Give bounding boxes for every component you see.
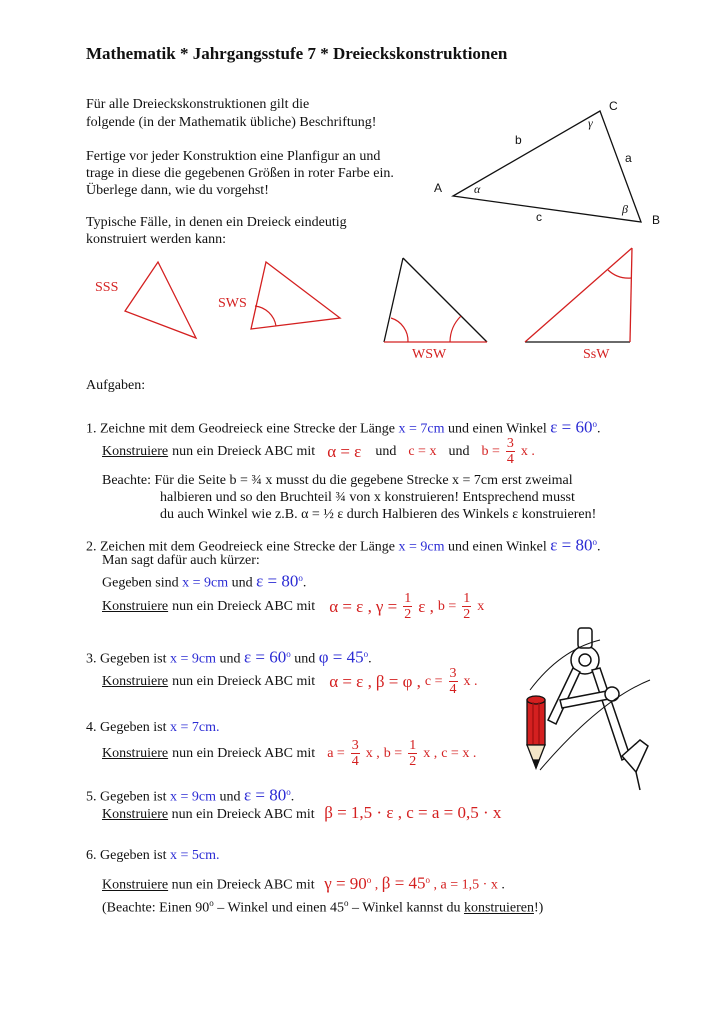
task-4-m3: c = x .: [441, 746, 477, 761]
task-2-gx: x = 9cm: [182, 575, 229, 591]
vertex-label-b: B: [652, 213, 661, 227]
task-4-konstruiere: Konstruiere: [102, 746, 169, 761]
case-label-ssw: SsW: [583, 347, 610, 362]
task-6-note-deg1: o: [209, 898, 214, 908]
task-6-note-deg2: o: [344, 898, 349, 908]
task-6-end: .: [501, 877, 505, 893]
task-4-m2a: b =: [383, 746, 403, 761]
task-2-text: Zeichen mit dem Geodreieck eine Strecke der Länge: [100, 539, 396, 555]
tasks-heading: Aufgaben:: [86, 378, 146, 393]
task-3-fraction: $\frac{3}{4}$: [449, 666, 457, 697]
task-6-line-2: Konstruiere nun ein Dreieck ABC mit $\gamma = 90^o$ , $\beta = 45^o$ , a = 1,5 · x .: [102, 873, 505, 893]
intro-line-1: Für alle Dreieckskonstruktionen gilt die: [86, 97, 310, 112]
task-1-und2: und: [448, 444, 470, 459]
task-5-text: Gegeben ist: [100, 789, 167, 805]
task-2-fraction-b: $\frac{1}{2}$: [463, 591, 471, 622]
task-6-m2: β = 45: [381, 873, 426, 893]
task-4-m1a: a =: [327, 746, 345, 761]
task-1-note-2: halbieren und so den Bruchteil ¾ von x konstruieren! Entsprechend musst: [160, 490, 575, 505]
task-2-x: x = 9cm: [398, 539, 445, 555]
ssw-side-right: [630, 248, 632, 342]
task-6-m3: a = 1,5 · x: [440, 877, 498, 893]
task-2-geps: ε = 80: [256, 571, 299, 591]
intro-line-7: konstruiert werden kann:: [86, 232, 226, 247]
task-3-und2: und: [294, 651, 316, 667]
task-2-gend: .: [302, 575, 307, 591]
side-label-a: a: [625, 151, 632, 165]
wsw-angle-right: [450, 316, 461, 342]
task-1-eps: ε = 60: [550, 417, 593, 437]
wsw-angle-left: [391, 318, 408, 342]
task-2-line-3: [102, 570, 306, 592]
task-2-line-4: [102, 591, 484, 622]
task-2-given: Gegeben sind: [102, 575, 179, 591]
task-3-deg2: o: [363, 649, 369, 659]
task-4-text: Gegeben ist: [100, 720, 167, 735]
task-2-gdeg: o: [298, 573, 303, 583]
task-3-m3b: x .: [463, 674, 478, 689]
vertex-label-a: A: [434, 181, 443, 195]
task-1-deg: o: [592, 419, 597, 429]
task-5-eps: ε = 80: [243, 785, 287, 805]
task-4-rest: nun ein Dreieck ABC mit: [172, 746, 316, 761]
task-4-number: 4.: [86, 720, 97, 735]
task-6-note-a: (Beachte: Einen 90: [102, 900, 210, 916]
side-label-b: b: [515, 133, 522, 147]
task-6-text: Gegeben ist: [100, 848, 167, 863]
task-6-rest: nun ein Dreieck ABC mit: [171, 877, 315, 893]
task-3-rest: nun ein Dreieck ABC mit: [172, 674, 316, 689]
ssw-angle-arc: [608, 270, 631, 278]
task-4-x: x = 7cm.: [169, 720, 220, 735]
task-1-line-1: [86, 416, 600, 438]
task-4-line-2: [102, 738, 476, 769]
task-1-m1: α = ε: [327, 442, 362, 461]
task-1-end: .: [596, 421, 601, 437]
task-3-und1: und: [219, 651, 241, 667]
task-2-mid: und einen Winkel: [448, 539, 547, 555]
task-1-text: Zeichne mit dem Geodreieck eine Strecke der Länge: [100, 421, 396, 437]
task-3-m2: β = φ ,: [375, 672, 421, 691]
task-5-number: 5.: [86, 789, 97, 805]
task-2-konstruiere: Konstruiere: [102, 599, 169, 614]
task-6-note-b: – Winkel und einen 45: [217, 900, 345, 916]
case-label-wsw: WSW: [412, 347, 447, 362]
task-6-line-1: [86, 847, 219, 864]
task-1-fraction: $\frac{3}{4}$: [506, 436, 514, 467]
task-2-m3a: b =: [437, 599, 457, 614]
task-3-line-2: [102, 666, 478, 697]
task-6-x: x = 5cm.: [169, 848, 220, 863]
reference-triangle: [453, 111, 641, 222]
task-6-konstruiere: Konstruiere: [102, 877, 169, 893]
task-1-konstruiere: Konstruiere: [102, 444, 169, 459]
task-3-eps: ε = 60: [243, 647, 287, 667]
sws-triangle: [251, 262, 340, 329]
task-1-x: x = 7cm: [398, 421, 445, 437]
task-6-note-end: !): [533, 900, 544, 916]
sss-triangle: [125, 262, 196, 338]
task-3-konstruiere: Konstruiere: [102, 674, 169, 689]
task-3-deg1: o: [286, 649, 291, 659]
task-1-line-2: [102, 436, 535, 467]
task-2-m2b: ε ,: [418, 597, 434, 616]
task-3-end: .: [368, 651, 372, 667]
task-3-number: 3.: [86, 651, 97, 667]
task-3-m1: α = ε ,: [329, 672, 372, 691]
intro-line-5: Überlege dann, wie du vorgehst!: [86, 183, 269, 198]
task-2-m3b: x: [477, 599, 485, 614]
task-3-phi: φ = 45: [318, 647, 364, 667]
task-5-konstruiere: Konstruiere: [102, 807, 169, 822]
task-6-note: [102, 895, 543, 917]
task-2-line-2: Man sagt dafür auch kürzer:: [102, 553, 260, 568]
task-4-line-1: [86, 719, 219, 736]
task-1-mid: und einen Winkel: [448, 421, 547, 437]
angle-label-beta: β: [622, 202, 628, 216]
task-6-deg2: o: [425, 875, 431, 885]
side-label-c: c: [536, 210, 542, 224]
task-3-line-1: [86, 646, 372, 668]
wsw-side-right: [403, 258, 487, 342]
intro-line-3: Fertige vor jeder Konstruktion eine Planfigur an und: [86, 149, 381, 164]
task-5-m: β = 1,5 · ε , c = a = 0,5 · x: [324, 803, 502, 822]
task-2-rest: nun ein Dreieck ABC mit: [172, 599, 316, 614]
task-5-und: und: [219, 789, 241, 805]
task-2-fraction-gamma: $\frac{1}{2}$: [404, 591, 412, 622]
task-1-m3b: x .: [520, 444, 535, 459]
task-1-m2: c = x: [408, 444, 437, 459]
task-5-x: x = 9cm: [169, 789, 216, 805]
task-6-m1: γ = 90: [324, 873, 367, 893]
task-4-fraction-a: $\frac{3}{4}$: [351, 738, 359, 769]
task-2-gund: und: [231, 575, 253, 591]
task-3-x: x = 9cm: [169, 651, 216, 667]
page-title: Mathematik * Jahrgangsstufe 7 * Dreieckskonstruktionen: [86, 44, 508, 63]
task-1-rest: nun ein Dreieck ABC mit: [172, 444, 316, 459]
task-5-deg: o: [286, 787, 291, 797]
task-6-deg1: o: [366, 875, 372, 885]
angle-label-gamma: γ: [588, 116, 593, 130]
task-5-rest: nun ein Dreieck ABC mit: [171, 807, 315, 822]
task-2-m2a: γ =: [375, 597, 398, 616]
intro-line-2: folgende (in der Mathematik übliche) Beschriftung!: [86, 115, 377, 130]
task-4-m1b: x ,: [365, 746, 380, 761]
ssw-side-left: [525, 248, 632, 342]
task-5-line-2: [102, 804, 501, 823]
angle-label-alpha: α: [474, 182, 481, 196]
task-6-note-link: konstruieren: [463, 900, 534, 916]
task-6-note-c: – Winkel kannst du: [352, 900, 461, 916]
case-label-sws: SWS: [218, 296, 247, 311]
task-2-m1: α = ε ,: [329, 597, 372, 616]
task-2-eps: ε = 80: [550, 535, 593, 555]
wsw-side-left: [384, 258, 403, 342]
task-1-und1: und: [375, 444, 397, 459]
intro-line-4: trage in diese die gegebenen Größen in roter Farbe ein.: [86, 166, 394, 181]
task-1-m3a: b =: [481, 444, 500, 459]
task-2-end: .: [596, 539, 601, 555]
task-1-note-3: du auch Winkel wie z.B. α = ½ ε durch Halbieren des Winkels ε konstruieren!: [160, 507, 597, 522]
task-5-line-1: [86, 784, 294, 806]
task-1-note-1: Beachte: Für die Seite b = ¾ x musst du die gegebene Strecke x = 7cm erst zweimal: [102, 473, 573, 488]
task-1-number: 1.: [86, 421, 97, 437]
task-5-end: .: [290, 789, 295, 805]
sws-angle-arc: [255, 306, 276, 326]
case-label-sss: SSS: [95, 280, 119, 295]
task-3-text: Gegeben ist: [100, 651, 167, 667]
task-3-m3a: c =: [424, 674, 443, 689]
vertex-label-c: C: [609, 99, 618, 113]
task-4-fraction-b: $\frac{1}{2}$: [409, 738, 417, 769]
task-4-m2b: x ,: [423, 746, 438, 761]
intro-line-6: Typische Fälle, in denen ein Dreieck eindeutig: [86, 215, 347, 230]
task-2-deg: o: [592, 537, 597, 547]
task-2-number: 2.: [86, 539, 97, 555]
task-6-number: 6.: [86, 848, 97, 863]
